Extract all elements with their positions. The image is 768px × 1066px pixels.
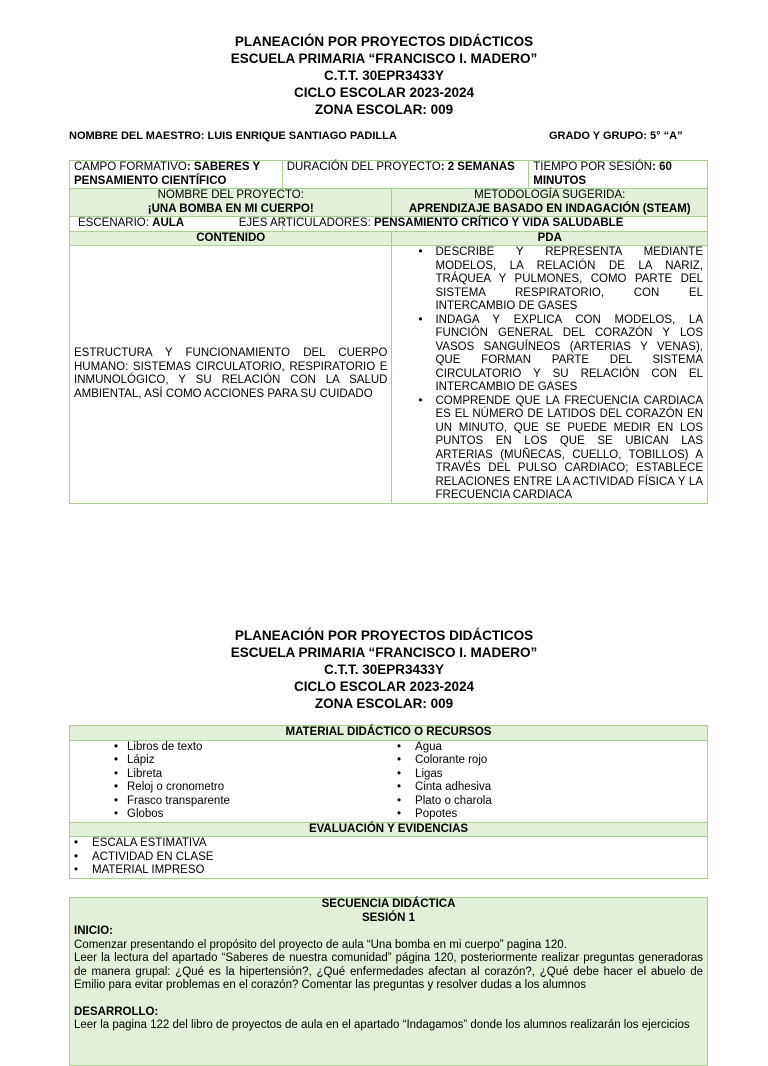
inicio-paragraph-1: Comenzar presentando el propósito del proyecto de aula “Una bomba en mi cuerpo” pagina 120. [74,938,567,951]
desarrollo-label: DESARROLLO: [74,1005,159,1018]
header-cct: C.T.T. 30EPR3433Y [323,68,445,83]
material-item: • Lápiz [110,754,385,768]
header-ciclo: CICLO ESCOLAR 2023-2024 [293,679,475,694]
teacher-name: NOMBRE DEL MAESTRO: LUIS ENRIQUE SANTIAGO PADILLA [69,130,397,142]
material-header: MATERIAL DIDÁCTICO O RECURSOS [70,726,708,741]
contenido-text: ESTRUCTURA Y FUNCIONAMIENTO DEL CUERPO HUMANO: SISTEMAS CIRCULATORIO, RESPIRATORIO E INMUNOLÓGICO, Y SU RELACIÓN CON LA SALUD AMBIENTAL, ASÍ COMO ACCIONES PARA SU CUIDADO [74,347,388,400]
contenido-header: CONTENIDO [70,231,392,246]
secuencia-header [70,898,708,926]
evaluacion-header: EVALUACIÓN Y EVIDENCIAS [70,822,708,837]
tiempo-cell [529,161,708,189]
spacer [74,993,703,1006]
header-school: ESCUELA PRIMARIA “FRANCISCO I. MADERO” [230,51,538,66]
metodologia-label: METODOLOGÍA SUGERIDA: [474,189,626,201]
evaluacion-list [70,837,703,878]
evaluacion-item: • MATERIAL IMPRESO [70,864,703,878]
materials-left-cell [70,740,390,822]
ejes-cell [238,217,707,232]
contenido-cell [70,246,392,504]
header-title: PLANEACIÓN POR PROYECTOS DIDÁCTICOS [234,34,534,49]
material-item: • Colorante rojo [393,754,703,768]
material-item: • Agua [393,741,703,755]
sequence-table [69,897,708,1066]
materials-right-cell [389,740,707,822]
project-table [69,160,708,504]
material-item: • Reloj o cronometro [110,781,385,795]
sequence-body [70,925,708,1066]
sesion-title: SESIÓN 1 [361,911,416,924]
material-item: • Cinta adhesiva [393,781,703,795]
inicio-paragraph-2: Leer la lectura del apartado “Saberes de nuestra comunidad” página 120, posteriormente realizar preguntas generadoras de manera grupal: ¿Qué es la hipertensión?, ¿Qué enfermedades afectan al corazón?, ¿Qué debe hacer el abuelo de Emilio para evitar problemas en el corazón? Comentar las preguntas y resolver dudas a los alumnos [74,952,703,991]
metodologia-value: APRENDIZAJE BASADO EN INDAGACIÓN (STEAM) [408,202,691,215]
evaluacion-cell [70,837,708,879]
header-page2 [0,627,768,712]
duracion-label: DURACIÓN DEL PROYECTO [286,161,441,173]
evaluacion-item: • ACTIVIDAD EN CLASE [70,851,703,865]
material-item: • Libreta [110,768,385,782]
proyecto-value: ¡UNA BOMBA EN MI CUERPO! [147,202,314,215]
ejes-value: PENSAMIENTO CRÍTICO Y VIDA SALUDABLE [373,217,624,229]
header-title: PLANEACIÓN POR PROYECTOS DIDÁCTICOS [234,628,534,643]
header-zona: ZONA ESCOLAR: 009 [314,102,454,117]
material-item: • Plato o charola [393,795,703,809]
proyecto-label: NOMBRE DEL PROYECTO: [157,189,304,201]
ejes-label: EJES ARTICULADORES: [238,217,374,229]
tiempo-value: : 60 MINUTOS [533,161,672,187]
header-page1 [0,33,768,118]
campo-value: : SABERES Y PENSAMIENTO CIENTÍFICO [74,161,260,187]
pda-cell [392,246,708,504]
metodologia-cell [392,189,708,217]
header-ciclo: CICLO ESCOLAR 2023-2024 [293,85,475,100]
pda-item: • DESCRIBE Y REPRESENTA MEDIANTE MODELOS, LA RELACIÓN DE LA NARIZ, TRÁQUEA Y PULMONES, COMO PARTE DEL SISTEMA RESPIRATORIO, CON EL INTERCAMBIO DE GASES [414,246,703,314]
header-cct: C.T.T. 30EPR3433Y [323,662,445,677]
pda-item: • COMPRENDE QUE LA FRECUENCIA CARDIACA ES EL NÚMERO DE LATIDOS DEL CORAZÓN EN UN MINUTO, QUE SE PUEDE MEDIR EN LOS PUNTOS EN LOS QUE SE UBICAN LAS ARTERIAS (MUÑECAS, CUELLO, TOBILLOS) A TRAVÉS DEL PULSO CARDIACO; ESTABLECE RELACIONES ENTRE LA ACTIVIDAD FÍSICA Y LA FRECUENCIA CARDIACA [414,395,703,503]
material-item: • Popotes [393,808,703,822]
evaluacion-item: • ESCALA ESTIMATIVA [70,837,703,851]
escenario-value: AULA [152,217,185,229]
header-zona: ZONA ESCOLAR: 009 [314,696,454,711]
material-item: • Libros de texto [110,741,385,755]
material-item: • Globos [110,808,385,822]
campo-label: CAMPO FORMATIVO [74,161,187,173]
pda-header: PDA [392,231,708,246]
campo-formativo-cell [70,161,283,189]
escenario-label: ESCENARIO: [78,217,153,229]
secuencia-title: SECUENCIA DIDÁCTICA [321,898,456,910]
materials-left-list [74,741,385,822]
material-item: • Frasco transparente [110,795,385,809]
desarrollo-paragraph-1: Leer la pagina 122 del libro de proyectos de aula en el apartado “Indagamos” donde los alumnos realizarán los ejercicios [74,1019,690,1031]
material-item: • Ligas [393,768,703,782]
pda-list [396,246,703,503]
proyecto-cell [70,189,392,217]
materials-table [69,725,708,879]
materials-right-list [393,741,703,822]
tiempo-label: TIEMPO POR SESIÓN [533,161,653,173]
pda-item: • INDAGA Y EXPLICA CON MODELOS, LA FUNCIÓN GENERAL DEL CORAZÓN Y LOS VASOS SANGUÍNEOS (ARTERIAS Y VENAS), QUE FORMAN PARTE DEL SISTEMA CIRCULATORIO Y SU RELACIÓN CON EL INTERCAMBIO DE GASES [414,314,703,395]
header-school: ESCUELA PRIMARIA “FRANCISCO I. MADERO” [230,645,538,660]
inicio-label: INICIO: [74,925,113,937]
duracion-value: : 2 SEMANAS [440,161,515,173]
duracion-cell [282,161,529,189]
grade-group: GRADO Y GRUPO: 5° “A” [549,130,683,142]
